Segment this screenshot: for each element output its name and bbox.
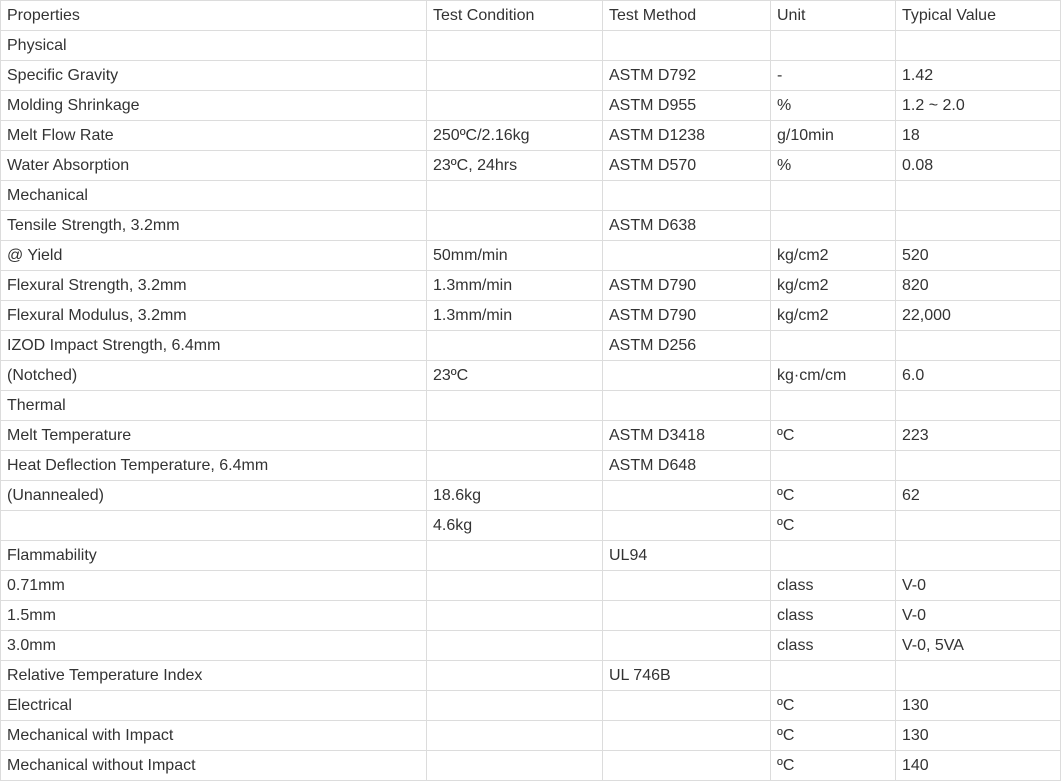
table-row: [1, 301, 1061, 331]
unit-cell: g/10min: [771, 121, 896, 151]
property-cell: Specific Gravity: [1, 61, 427, 91]
test-condition-cell: 250ºC/2.16kg: [427, 121, 603, 151]
typical-value-cell: 18: [896, 121, 1061, 151]
typical-value-cell: 820: [896, 271, 1061, 301]
test-method-cell: ASTM D1238: [603, 121, 771, 151]
unit-cell: kg/cm2: [771, 301, 896, 331]
test-method-cell: ASTM D792: [603, 61, 771, 91]
typical-value-cell: 22,000: [896, 301, 1061, 331]
unit-cell: kg/cm2: [771, 241, 896, 271]
test-method-cell: ASTM D790: [603, 271, 771, 301]
property-cell: Flexural Strength, 3.2mm: [1, 271, 427, 301]
property-cell: 3.0mm: [1, 631, 427, 661]
typical-value-cell: V-0: [896, 571, 1061, 601]
test-method-cell: ASTM D3418: [603, 421, 771, 451]
header-row: [1, 1, 1061, 31]
property-cell: 0.71mm: [1, 571, 427, 601]
table-row: [1, 211, 1061, 241]
test-condition-cell: [427, 421, 603, 451]
table-row: [1, 571, 1061, 601]
test-condition-cell: [427, 181, 603, 211]
unit-cell: [771, 541, 896, 571]
test-condition-cell: [427, 61, 603, 91]
property-cell: Tensile Strength, 3.2mm: [1, 211, 427, 241]
property-cell: (Notched): [1, 361, 427, 391]
test-condition-cell: [427, 631, 603, 661]
property-cell: Molding Shrinkage: [1, 91, 427, 121]
table-row: [1, 451, 1061, 481]
test-method-cell: [603, 361, 771, 391]
unit-cell: ºC: [771, 511, 896, 541]
test-method-cell: [603, 601, 771, 631]
unit-cell: class: [771, 631, 896, 661]
test-method-cell: ASTM D256: [603, 331, 771, 361]
test-condition-cell: [427, 721, 603, 751]
property-cell: Flammability: [1, 541, 427, 571]
test-method-cell: [603, 391, 771, 421]
unit-cell: ºC: [771, 721, 896, 751]
test-condition-cell: [427, 571, 603, 601]
table-row: [1, 241, 1061, 271]
test-method-cell: [603, 691, 771, 721]
property-cell: [1, 511, 427, 541]
test-method-cell: ASTM D570: [603, 151, 771, 181]
property-cell: IZOD Impact Strength, 6.4mm: [1, 331, 427, 361]
property-cell: @ Yield: [1, 241, 427, 271]
unit-cell: ºC: [771, 751, 896, 781]
typical-value-cell: [896, 391, 1061, 421]
property-cell: Thermal: [1, 391, 427, 421]
table-row: [1, 61, 1061, 91]
table-row: [1, 511, 1061, 541]
test-condition-cell: [427, 661, 603, 691]
unit-cell: [771, 211, 896, 241]
table-row: [1, 691, 1061, 721]
test-condition-cell: 23ºC, 24hrs: [427, 151, 603, 181]
test-method-cell: [603, 751, 771, 781]
typical-value-cell: 223: [896, 421, 1061, 451]
test-method-cell: UL 746B: [603, 661, 771, 691]
unit-cell: [771, 181, 896, 211]
typical-value-cell: 130: [896, 691, 1061, 721]
typical-value-cell: [896, 541, 1061, 571]
test-condition-cell: [427, 31, 603, 61]
unit-cell: class: [771, 571, 896, 601]
test-condition-cell: 4.6kg: [427, 511, 603, 541]
unit-cell: [771, 391, 896, 421]
table-row: [1, 751, 1061, 781]
table-row: [1, 181, 1061, 211]
typical-value-cell: 140: [896, 751, 1061, 781]
unit-cell: [771, 331, 896, 361]
unit-cell: class: [771, 601, 896, 631]
test-method-cell: [603, 181, 771, 211]
table-row: [1, 661, 1061, 691]
typical-value-cell: V-0, 5VA: [896, 631, 1061, 661]
table-row: [1, 391, 1061, 421]
test-method-cell: ASTM D955: [603, 91, 771, 121]
property-cell: Mechanical without Impact: [1, 751, 427, 781]
table-row: [1, 271, 1061, 301]
unit-cell: [771, 451, 896, 481]
unit-cell: [771, 31, 896, 61]
unit-cell: -: [771, 61, 896, 91]
unit-cell: %: [771, 91, 896, 121]
unit-cell: %: [771, 151, 896, 181]
table-row: [1, 151, 1061, 181]
typical-value-cell: [896, 211, 1061, 241]
test-method-cell: [603, 631, 771, 661]
typical-value-cell: 6.0: [896, 361, 1061, 391]
test-condition-cell: [427, 601, 603, 631]
table-row: [1, 601, 1061, 631]
test-method-cell: UL94: [603, 541, 771, 571]
unit-cell: [771, 661, 896, 691]
unit-cell: kg/cm2: [771, 271, 896, 301]
property-cell: Electrical: [1, 691, 427, 721]
test-method-cell: [603, 721, 771, 751]
typical-value-cell: [896, 661, 1061, 691]
typical-value-cell: [896, 181, 1061, 211]
table-row: [1, 121, 1061, 151]
table-row: [1, 91, 1061, 121]
typical-value-cell: [896, 331, 1061, 361]
table-row: [1, 631, 1061, 661]
unit-cell: ºC: [771, 421, 896, 451]
property-cell: Mechanical with Impact: [1, 721, 427, 751]
typical-value-cell: 520: [896, 241, 1061, 271]
test-condition-cell: 23ºC: [427, 361, 603, 391]
typical-value-cell: [896, 511, 1061, 541]
test-method-cell: ASTM D790: [603, 301, 771, 331]
unit-cell: ºC: [771, 691, 896, 721]
test-condition-cell: [427, 331, 603, 361]
test-method-cell: [603, 241, 771, 271]
property-cell: Relative Temperature Index: [1, 661, 427, 691]
table-row: [1, 481, 1061, 511]
test-condition-cell: 1.3mm/min: [427, 301, 603, 331]
typical-value-cell: V-0: [896, 601, 1061, 631]
header-unit: Unit: [771, 1, 896, 31]
typical-value-cell: 130: [896, 721, 1061, 751]
property-cell: Physical: [1, 31, 427, 61]
test-method-cell: [603, 481, 771, 511]
unit-cell: ºC: [771, 481, 896, 511]
typical-value-cell: 1.42: [896, 61, 1061, 91]
header-typical-value: Typical Value: [896, 1, 1061, 31]
table-row: [1, 421, 1061, 451]
table-row: [1, 331, 1061, 361]
test-method-cell: [603, 31, 771, 61]
table-row: [1, 31, 1061, 61]
property-cell: Heat Deflection Temperature, 6.4mm: [1, 451, 427, 481]
test-condition-cell: 50mm/min: [427, 241, 603, 271]
test-condition-cell: 1.3mm/min: [427, 271, 603, 301]
table-row: [1, 361, 1061, 391]
test-condition-cell: [427, 211, 603, 241]
properties-table-body: [1, 1, 1061, 781]
header-test-method: Test Method: [603, 1, 771, 31]
property-cell: Mechanical: [1, 181, 427, 211]
header-properties: Properties: [1, 1, 427, 31]
test-condition-cell: [427, 91, 603, 121]
test-condition-cell: [427, 391, 603, 421]
typical-value-cell: 1.2 ~ 2.0: [896, 91, 1061, 121]
test-condition-cell: [427, 691, 603, 721]
table-row: [1, 541, 1061, 571]
property-cell: Melt Temperature: [1, 421, 427, 451]
typical-value-cell: [896, 451, 1061, 481]
header-test-condition: Test Condition: [427, 1, 603, 31]
typical-value-cell: 62: [896, 481, 1061, 511]
property-cell: 1.5mm: [1, 601, 427, 631]
property-cell: Melt Flow Rate: [1, 121, 427, 151]
property-cell: Water Absorption: [1, 151, 427, 181]
test-condition-cell: [427, 451, 603, 481]
test-condition-cell: 18.6kg: [427, 481, 603, 511]
test-condition-cell: [427, 541, 603, 571]
test-method-cell: [603, 511, 771, 541]
test-condition-cell: [427, 751, 603, 781]
property-cell: Flexural Modulus, 3.2mm: [1, 301, 427, 331]
test-method-cell: [603, 571, 771, 601]
typical-value-cell: [896, 31, 1061, 61]
table-row: [1, 721, 1061, 751]
property-cell: (Unannealed): [1, 481, 427, 511]
typical-value-cell: 0.08: [896, 151, 1061, 181]
test-method-cell: ASTM D638: [603, 211, 771, 241]
unit-cell: kg·cm/cm: [771, 361, 896, 391]
test-method-cell: ASTM D648: [603, 451, 771, 481]
